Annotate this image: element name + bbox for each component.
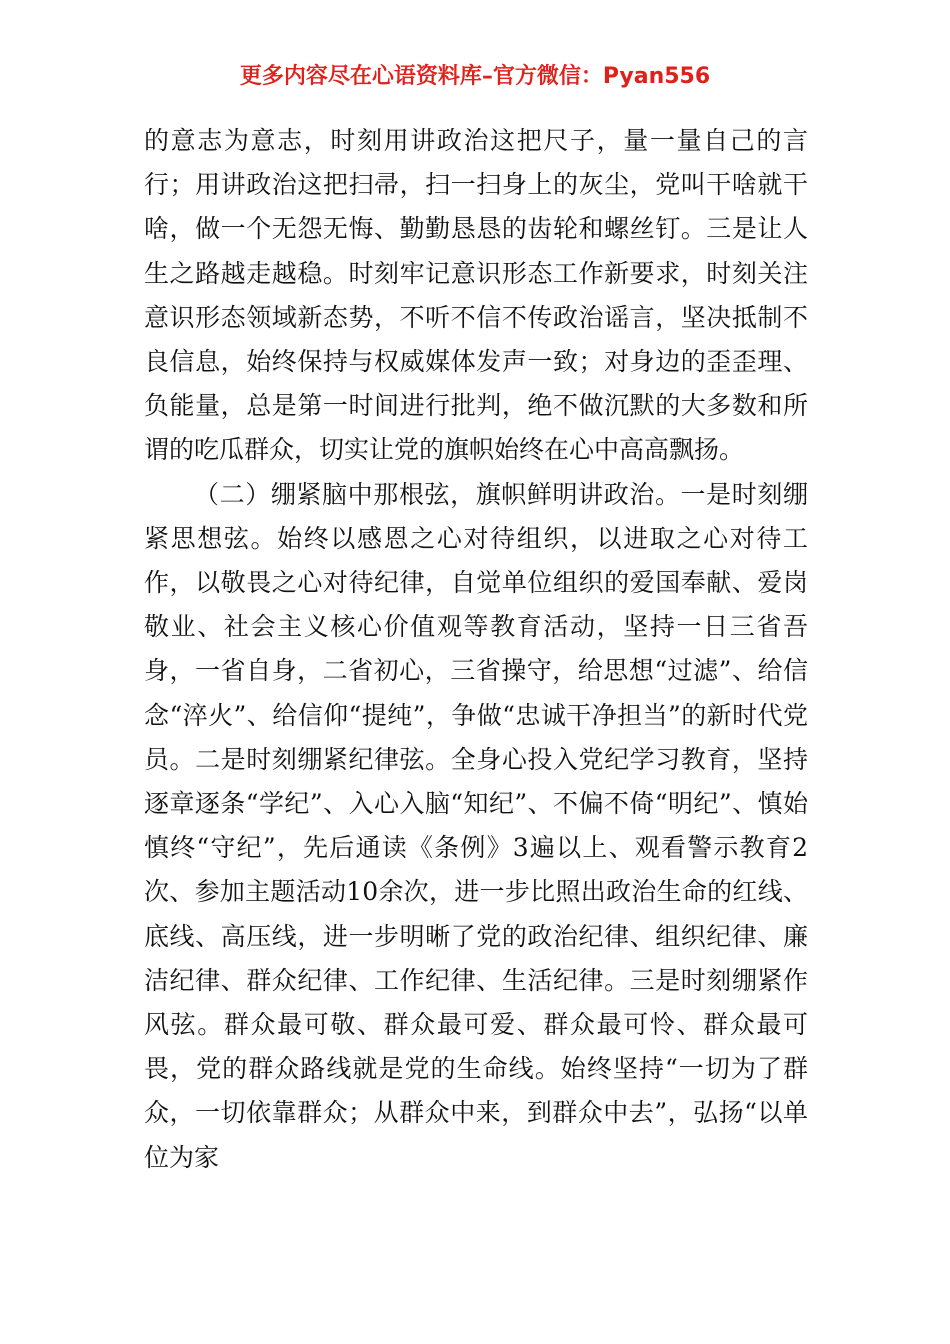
document-body (144, 119, 808, 1180)
paragraph-1: 的意志为意志，时刻用讲政治这把尺子，量一量自己的言行；用讲政治这把扫帚，扫一扫身上的灰尘，党叫干啥就干啥，做一个无怨无悔、勤勤恳恳的齿轮和螺丝钉。三是让人生之路越走越稳。时刻牢记意识形态工作新要求，时刻关注意识形态领域新态势，不听不信不传政治谣言，坚决抵制不良信息，始终保持与权威媒体发声一致；对身边的歪歪理、负能量，总是第一时间进行批判，绝不做沉默的大多数和所谓的吃瓜群众，切实让党的旗帜始终在心中高高飘扬。 (144, 126, 808, 465)
watermark-header: 更多内容尽在心语资料库–官方微信：Pyan556 (239, 64, 711, 89)
paragraph-2: （二）绷紧脑中那根弦，旗帜鲜明讲政治。一是时刻绷紧思想弦。始终以感恩之心对待组织，以进取之心对待工作，以敬畏之心对待纪律，自觉单位组织的爱国奉献、爱岗敬业、社会主义核心价值观等教育活动，坚持一日三省吾身，一省自身，二省初心，三省操守，给思想“过滤”、给信念“淬火”、给信仰“提纯”，争做“忠诚干净担当”的新时代党员。二是时刻绷紧纪律弦。全身心投入党纪学习教育，坚持逐章逐条“学纪”、入心入脑“知纪”、不偏不倚“明纪”、慎始慎终“守纪”，先后通读《条例》3遍以上、观看警示教育2次、参加主题活动10余次，进一步比照出政治生命的红线、底线、高压线，进一步明晰了党的政治纪律、组织纪律、廉洁纪律、群众纪律、工作纪律、生活纪律。三是时刻绷紧作风弦。群众最可敬、群众最可爱、群众最可怜、群众最可畏，党的群众路线就是党的生命线。始终坚持“一切为了群众，一切依靠群众；从群众中来，到群众中去”，弘扬“以单位为家 (144, 479, 808, 1172)
